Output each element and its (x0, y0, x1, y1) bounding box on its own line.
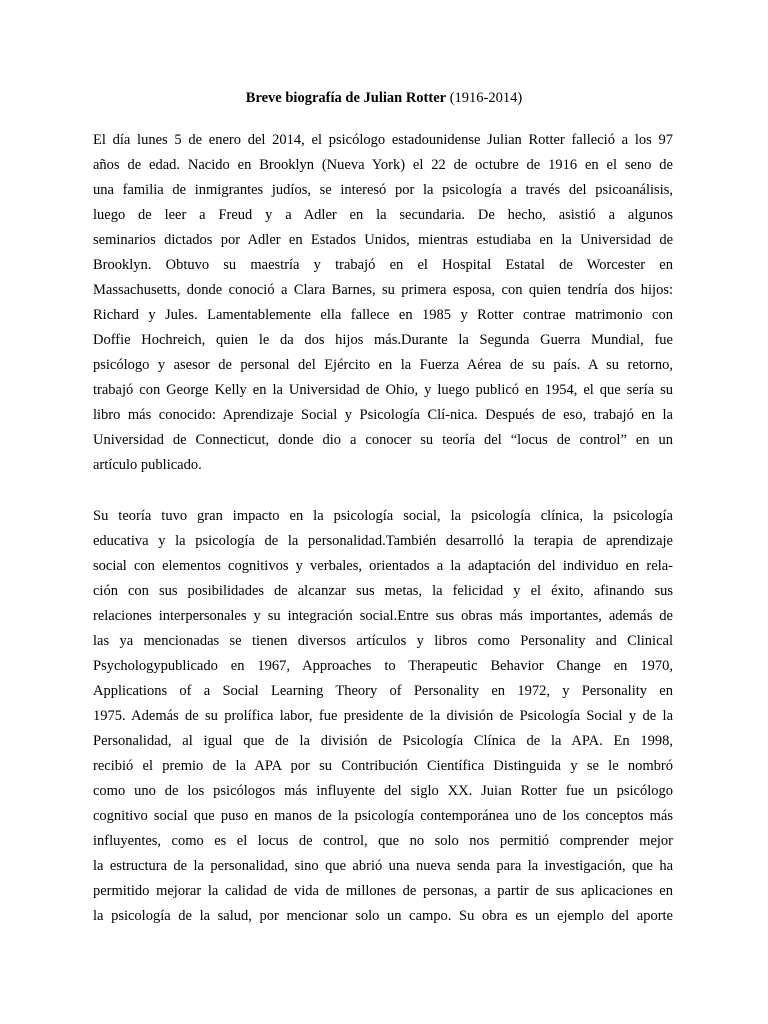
text-line: recibió el premio de la APA por su Contribución Científica Distinguida y se le nombró (93, 758, 673, 774)
text-line: social con elementos cognitivos y verbales, orientados a la adaptación del individuo en rela- (93, 558, 673, 574)
text-line: Universidad de Connecticut, donde dio a conocer su teoría del “locus de control” en un (93, 432, 673, 448)
text-line: luego de leer a Freud y a Adler en la secundaria. De hecho, asistió a algunos (93, 207, 673, 223)
paragraph-2 (93, 504, 673, 929)
text-line: trabajó con George Kelly en la Universidad de Ohio, y luego publicó en 1954, el que sería su (93, 382, 673, 398)
text-line: Applications of a Social Learning Theory of Personality en 1972, y Personality en (93, 683, 673, 699)
document-title (0, 88, 768, 108)
text-line: la psicología de la salud, por mencionar solo un campo. Su obra es un ejemplo del aporte (93, 908, 673, 924)
paragraph-1 (93, 128, 673, 478)
text-line: Brooklyn. Obtuvo su maestría y trabajó en el Hospital Estatal de Worcester en (93, 257, 673, 273)
text-line: seminarios dictados por Adler en Estados Unidos, mientras estudiaba en la Universidad de (93, 232, 673, 248)
text-line: Doffie Hochreich, quien le da dos hijos más.Durante la Segunda Guerra Mundial, fue (93, 332, 673, 348)
text-line: relaciones interpersonales y su integración social.Entre sus obras más importantes, además de (93, 608, 673, 624)
text-line: permitido mejorar la calidad de vida de millones de personas, a partir de sus aplicaciones en (93, 883, 673, 899)
text-line: El día lunes 5 de enero del 2014, el psicólogo estadounidense Julian Rotter falleció a los 97 (93, 132, 673, 148)
text-line: libro más conocido: Aprendizaje Social y Psicología Clí-nica. Después de eso, trabajó en la (93, 407, 673, 423)
title-dates: (1916-2014) (449, 90, 523, 106)
text-line: una familia de inmigrantes judíos, se interesó por la psicología a través del psicoanálisis, (93, 182, 673, 198)
text-line: como uno de los psicólogos más influyente del siglo XX. Juian Rotter fue un psicólogo (93, 783, 673, 799)
text-line: Richard y Jules. Lamentablemente ella fallece en 1985 y Rotter contrae matrimonio con (93, 307, 673, 323)
text-line: años de edad. Nacido en Brooklyn (Nueva York) el 22 de octubre de 1916 en el seno de (93, 157, 673, 173)
text-line: 1975. Además de su prolífica labor, fue presidente de la división de Psicología Social y de la (93, 708, 673, 724)
text-line: la estructura de la personalidad, sino que abrió una nueva senda para la investigación, que ha (93, 858, 673, 874)
text-line: ción con sus posibilidades de alcanzar sus metas, la felicidad y el éxito, afinando sus (93, 583, 673, 599)
text-line: Massachusetts, donde conoció a Clara Barnes, su primera esposa, con quien tendría dos hijos: (93, 282, 673, 298)
text-line: cognitivo social que puso en manos de la psicología contemporánea uno de los conceptos más (93, 808, 673, 824)
text-line: Psychologypublicado en 1967, Approaches to Therapeutic Behavior Change en 1970, (93, 658, 673, 674)
text-line: educativa y la psicología de la personalidad.También desarrolló la terapia de aprendizaje (93, 533, 673, 549)
text-line: Personalidad, al igual que de la división de Psicología Clínica de la APA. En 1998, (93, 733, 673, 749)
text-line: influyentes, como es el locus de control, que no solo nos permitió comprender mejor (93, 833, 673, 849)
text-line: las ya mencionadas se tienen diversos artículos y libros como Personality and Clinical (93, 633, 673, 649)
text-line: artículo publicado. (93, 457, 202, 473)
title-main: Breve biografía de Julian Rotter (245, 90, 447, 106)
text-line: psicólogo y asesor de personal del Ejército en la Fuerza Aérea de su país. A su retorno, (93, 357, 673, 373)
text-line: Su teoría tuvo gran impacto en la psicología social, la psicología clínica, la psicología (93, 508, 673, 524)
